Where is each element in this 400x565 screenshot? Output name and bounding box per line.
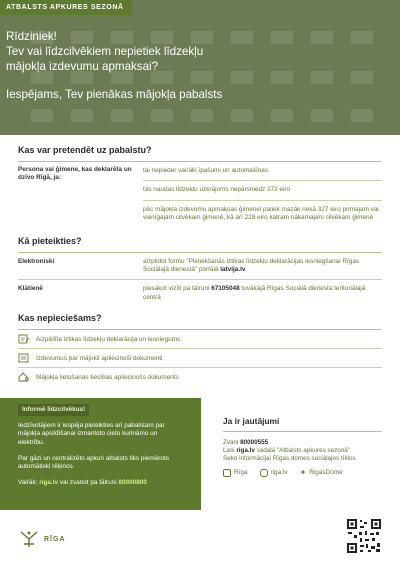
hero-headline: Rīdziniek! Tev vai līdzcilvēkiem nepietiek līdzekļu mājokļa izdevumu apmaksai? bbox=[6, 30, 204, 73]
instagram-icon bbox=[260, 469, 268, 477]
document-icon bbox=[18, 334, 30, 344]
season-badge: ATBALSTS APKURES SEZONĀ bbox=[0, 0, 132, 15]
latvija-link[interactable]: latvija.lv bbox=[220, 266, 246, 274]
apply-method-label: Elektroniski bbox=[18, 257, 55, 265]
hero-headline-block bbox=[6, 30, 386, 103]
hero-subhead: Iespējams, Tev pienākas mājokļa pabalsts bbox=[6, 88, 223, 102]
questions-line: Zvani 80000555 bbox=[223, 439, 269, 446]
qr-code[interactable] bbox=[346, 518, 382, 554]
twitter-link[interactable]: ✦ RigasDome bbox=[299, 468, 343, 477]
logo-text: RĪGA bbox=[44, 535, 66, 543]
apply-method-text: piesakot vizīti pa tālruni bbox=[143, 285, 212, 293]
riga-link[interactable]: riga.lv bbox=[236, 447, 255, 454]
needed-item-label: Mājokļa lietošanas tiesības apliecinošs dokuments bbox=[36, 373, 179, 381]
apply-method-label: Klātienē bbox=[18, 285, 43, 293]
facebook-icon bbox=[223, 469, 231, 477]
hero-banner bbox=[0, 0, 400, 135]
facebook-link[interactable]: Rīga bbox=[223, 469, 248, 477]
needed-title: Kas nepieciešams? bbox=[18, 313, 102, 324]
phone-number[interactable]: 80000555 bbox=[240, 439, 269, 446]
riga-logo bbox=[18, 530, 66, 548]
phone-number[interactable]: 80000800 bbox=[118, 479, 147, 487]
needed-item-label: Aizpildīta iztikas līdzekļu deklarācija un iesniegums bbox=[36, 335, 181, 343]
needed-item-label: Izdevumus par mājokli apliecinoši dokumenti bbox=[36, 354, 163, 362]
apply-method-text: tuvākajā Rīgas Sociālā dienesta teritoriālajā centrā bbox=[143, 285, 366, 301]
eligibility-label: Persona vai ģimene, kas deklarēta un dzīvo Rīgā, ja: bbox=[18, 166, 132, 182]
condition-item: tās naudas līdzekļu uzkrājums nepārsniedz 272 eiro bbox=[143, 181, 382, 200]
needed-item bbox=[18, 330, 382, 349]
eligibility-title: Kas var pretendēt uz pabalstu? bbox=[18, 145, 152, 155]
inform-tag: Informē līdzcilvēkus! bbox=[18, 404, 89, 416]
info-row bbox=[0, 398, 400, 510]
riga-crest-icon bbox=[18, 530, 40, 548]
inform-box bbox=[0, 398, 201, 510]
questions-box bbox=[201, 398, 400, 463]
condition-item: tai nepieder vairāki īpašumi un automašīnas bbox=[143, 162, 382, 181]
eligibility-section bbox=[18, 162, 382, 228]
house-key-icon bbox=[18, 372, 30, 382]
footer bbox=[0, 510, 400, 565]
condition-item: pēc mājokļa izdevumu apmaksas ģimenei paliek mazāk nekā 327 eiro pirmajam vai vienīgajam cilvēkam ģimenē, kā arī 228 eiro katram nākamajam cilvēkam ģimenē bbox=[143, 205, 379, 222]
needed-item bbox=[18, 349, 382, 368]
inform-more: Vairāk: riga.lv vai zvanot pa tālruni 80000800 bbox=[18, 479, 147, 487]
phone-number[interactable]: 67105048 bbox=[211, 285, 240, 293]
riga-link[interactable]: riga.lv bbox=[39, 479, 59, 487]
questions-title: Ja ir jautājumi bbox=[223, 416, 382, 432]
needed-item bbox=[18, 368, 382, 386]
apply-row-inperson bbox=[18, 280, 382, 307]
apply-method-text: aizpildot formu "Pieteikšanās iztikas līdzekļu deklarācijas iesniegšanai Rīgas Sociālajā dienestā" portālā bbox=[143, 257, 360, 274]
questions-line: Seko informācijai Rīgas domes sociālajos tīklos bbox=[223, 455, 356, 462]
apply-row-electronic bbox=[18, 253, 382, 281]
twitter-icon: ✦ bbox=[299, 468, 307, 477]
receipt-icon bbox=[18, 353, 30, 363]
apply-title: Kā pieteikties? bbox=[18, 235, 82, 246]
questions-line: Lasi riga.lv sadaļā "Atbalsts apkures sezonā" bbox=[223, 447, 351, 454]
inform-paragraph: Par gāzi un centralizēto apkuri atbalsts tiks piemērots automātiski rēķinos. bbox=[18, 454, 169, 471]
inform-paragraph: Iedzīvotājiem ir iespēja pieteikties arī pabalstam par mājokļa apsildīšanai izmantoto cieto kurināmo un elektrību. bbox=[18, 422, 165, 446]
social-links bbox=[201, 468, 400, 477]
instagram-link[interactable]: riga.lv bbox=[260, 469, 288, 477]
